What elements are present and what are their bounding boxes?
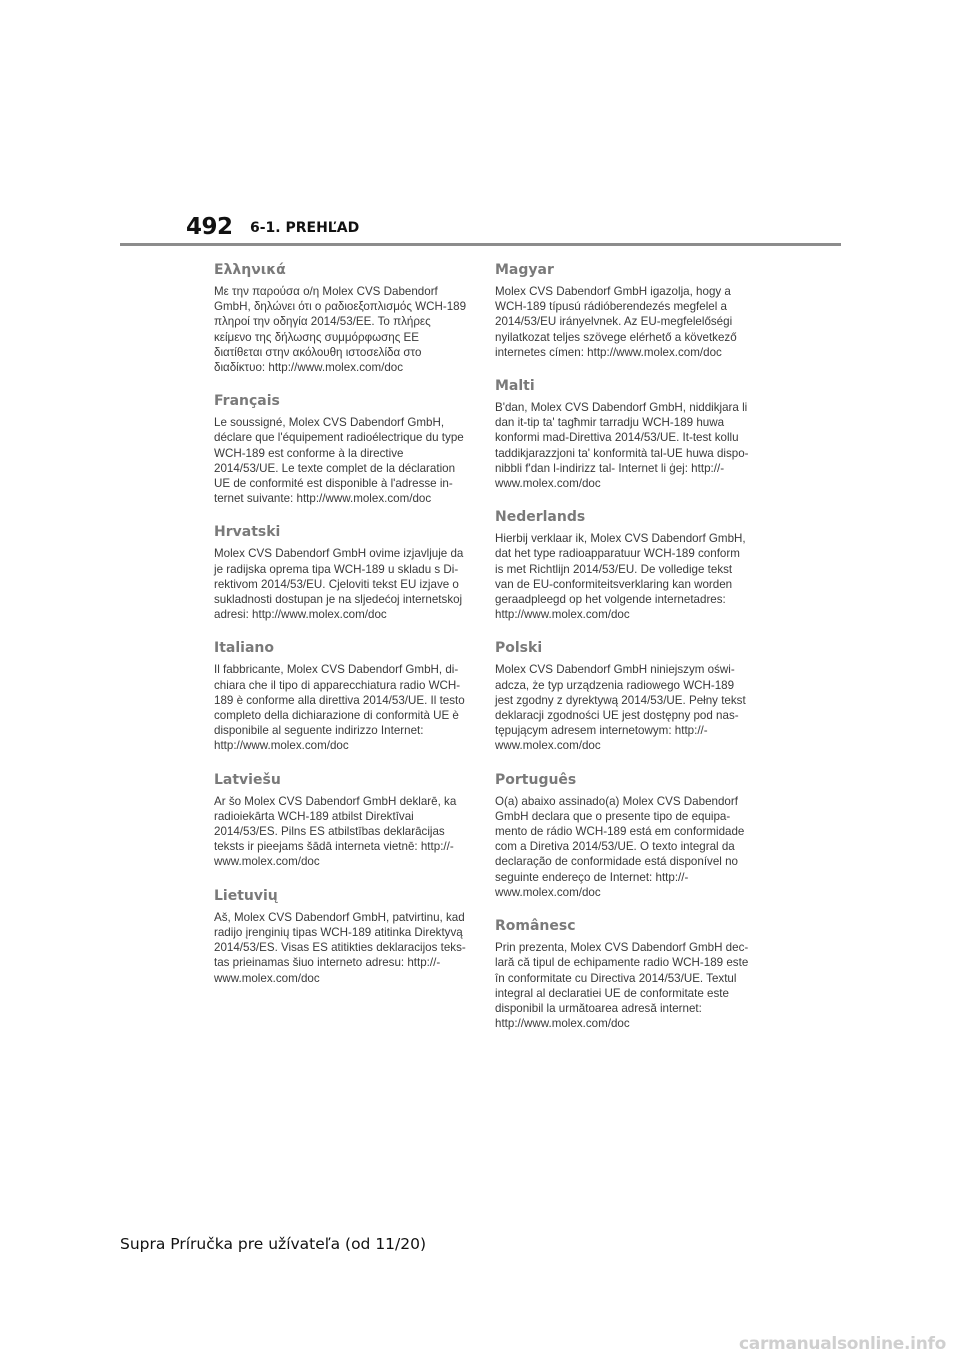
language-heading: Português (495, 771, 577, 788)
language-section-lithuanian (214, 887, 470, 986)
page-number: 492 (186, 214, 233, 240)
language-section-maltese (495, 377, 751, 491)
language-heading: Malti (495, 378, 535, 395)
declaration-text: Molex CVS Dabendorf GmbH ovime izjavljuje da je radijska oprema tipa WCH-189 u skladu s Direktivom 2014/53/EU. Cjeloviti tekst EU izjave o sukladnosti dostupan je na sljedećoj internetskoj adresi: http://www.molex.com/doc (214, 547, 464, 622)
page-header (0, 0, 960, 250)
left-column (214, 261, 470, 1003)
language-heading: Nederlands (495, 509, 586, 526)
language-section-dutch (495, 508, 751, 622)
declaration-text: O(a) abaixo assinado(a) Molex CVS Dabendorf GmbH declara que o presente tipo de equipamento de rádio WCH-189 está em conformidade com a Diretiva 2014/53/UE. O texto integral da declaração de conformidade está disponível no seguinte endereço de Internet: http://www.molex.com/doc (495, 794, 745, 899)
language-section-french (214, 392, 470, 506)
language-heading: Polski (495, 640, 543, 657)
language-heading: Magyar (495, 262, 554, 278)
language-section-latvian (214, 771, 470, 870)
watermark: carmanualsonline.info (739, 1334, 946, 1354)
language-heading: Latviešu (214, 771, 281, 788)
declaration-text: Prin prezenta, Molex CVS Dabendorf GmbH declară că tipul de echipamente radio WCH-189 este în conformitate cu Directiva 2014/53/UE. Textul integral al declaratiei UE de conformitate este disponibil la următoarea adresă internet: http://www.molex.com/doc (495, 941, 749, 1031)
language-heading: Italiano (214, 640, 274, 657)
declaration-text: Aš, Molex CVS Dabendorf GmbH, patvirtinu, kad radijo įrenginių tipas WCH-189 atitinka Direktyvą 2014/53/ES. Visas ES atitikties deklaracijos tekstas prieinamas šiuo interneto adresu: http://www.molex.com/doc (214, 910, 466, 985)
language-section-romanian (495, 917, 751, 1031)
declaration-text: Molex CVS Dabendorf GmbH igazolja, hogy a WCH-189 típusú rádióberendezés megfelel a 2014/53/EU irányelvnek. Az EU-megfelelőségi nyilatkozat teljes szövege elérhető a következő internetes címen: http://www.molex.com/doc (495, 285, 737, 359)
language-section-greek (214, 261, 470, 375)
language-section-hungarian (495, 261, 751, 360)
declaration-text: Il fabbricante, Molex CVS Dabendorf GmbH, dichiara che il tipo di apparecchiatura radio WCH-189 è conforme alla direttiva 2014/53/UE. Il testo completo della dichiarazione di conformità UE è disponibile al seguente indirizzo Internet: http://www.molex.com/doc (214, 663, 465, 753)
declaration-text: Ar šo Molex CVS Dabendorf GmbH deklarē, ka radioiekārta WCH-189 atbilst Direktīvai 2014/53/ES. Pilns ES atbilstības deklarācijas teksts ir pieejams šādā interneta vietnē: http://www.molex.com/doc (214, 794, 457, 869)
section-title: 6-1. PREHĽAD (250, 220, 360, 236)
declaration-text: Molex CVS Dabendorf GmbH niniejszym oświadcza, że typ urządzenia radiowego WCH-189 jest zgodny z dyrektywą 2014/53/UE. Pełny tekst deklaracji zgodności UE jest dostępny pod następującym adresem internetowym: http://www.molex.com/doc (495, 663, 746, 753)
declaration-text: Hierbij verklaar ik, Molex CVS Dabendorf GmbH, dat het type radioapparatuur WCH-189 conform is met Richtlijn 2014/53/EU. De volledige tekst van de EU-conformiteitsverklaring kan worden geraadpleegd op het volgende internetadres: http://www.molex.com/doc (495, 532, 746, 622)
declaration-text: Με την παρούσα ο/η Molex CVS Dabendorf GmbH, δηλώνει ότι ο ραδιοεξοπλισμός WCH-189 πληροί την οδηγία 2014/53/ΕΕ. Το πλήρες κείμενο της δήλωσης συμμόρφωσης ΕΕ διατίθεται στην ακόλουθη ιστοσελίδα στο διαδίκτυο: http://www.molex.com/doc (214, 285, 467, 375)
manual-title-footer: Supra Príručka pre užívateľa (od 11/20) (120, 1235, 427, 1253)
language-heading: Français (214, 393, 280, 410)
language-section-portuguese (495, 771, 751, 900)
declaration-text: Le soussigné, Molex CVS Dabendorf GmbH, déclare que l'équipement radioélectrique du type WCH-189 est conforme à la directive 2014/53/UE. Le texte complet de la déclaration UE de conformité est disponible à l'adresse internet suivante: http://www.molex.com/doc (214, 416, 464, 506)
language-section-croatian (214, 523, 470, 622)
language-heading: Ελληνικά (214, 262, 286, 278)
header-divider (120, 243, 841, 246)
language-heading: Lietuvių (214, 887, 278, 904)
language-heading: Românesc (495, 918, 576, 935)
right-column (495, 261, 751, 1048)
language-section-polish (495, 639, 751, 753)
language-section-italian (214, 639, 470, 753)
declaration-text: B'dan, Molex CVS Dabendorf GmbH, niddikjara li dan it-tip ta' tagħmir tarradju WCH-189 huwa konformi mad-Direttiva 2014/53/UE. It-test kollu taddikjarazzjoni ta' konformità tal-UE huwa disponibbli f'dan l-indirizz tal- Internet li ġej: http://www.molex.com/doc (495, 401, 749, 491)
language-heading: Hrvatski (214, 524, 281, 541)
